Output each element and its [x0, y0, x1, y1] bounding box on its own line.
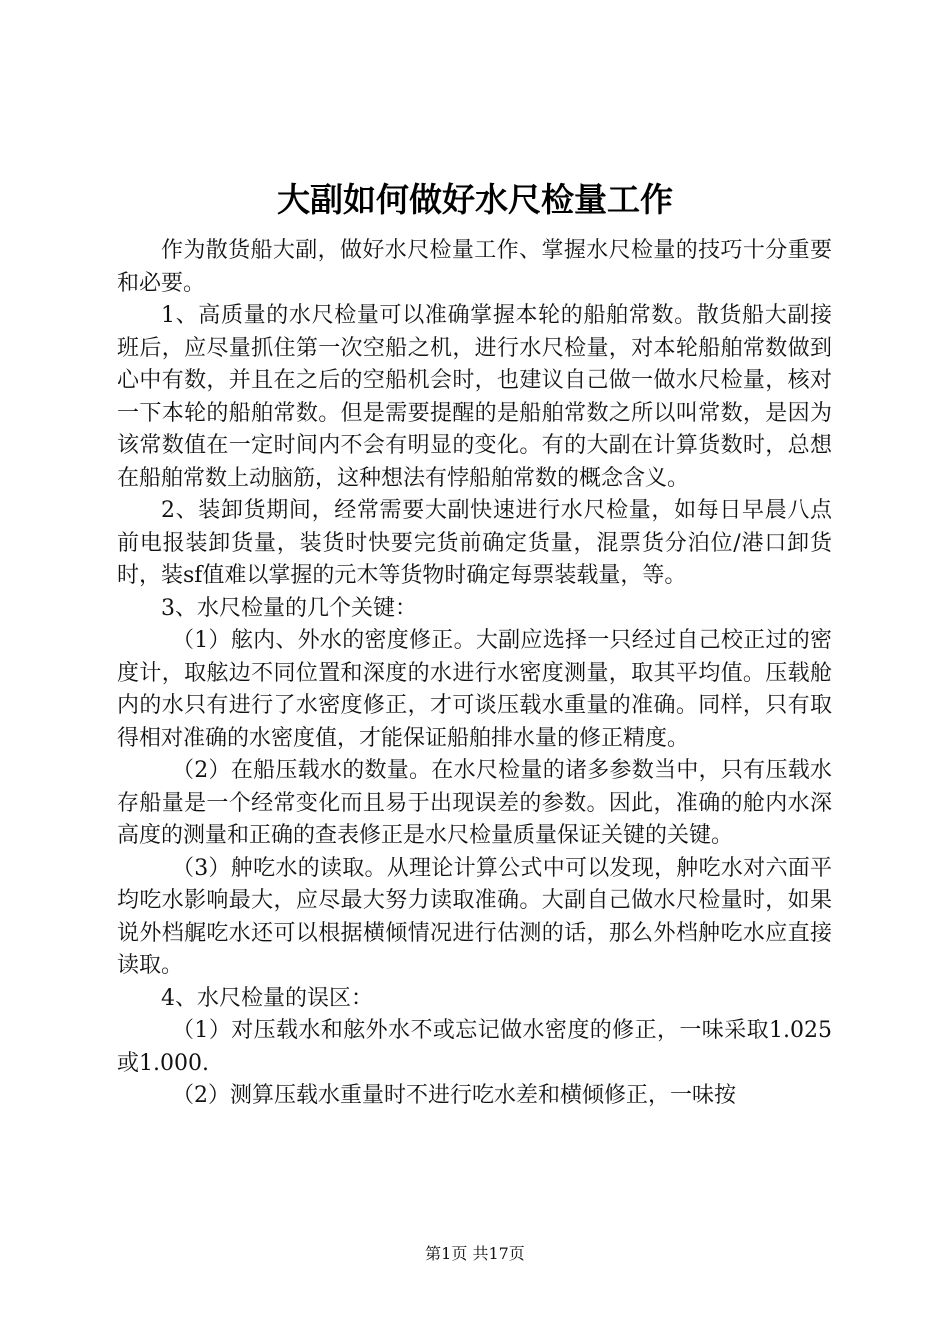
paragraph-key-1: （1）舷内、外水的密度修正。大副应选择一只经过自己校正过的密度计，取舷边不同位置和深度的水进行水密度测量，取其平均值。压载舱内的水只有进行了水密度修正，才可谈压载水重量的准确。同样，只有取得相对准确的水密度值，才能保证船舶排水量的修正精度。 [117, 628, 832, 751]
paragraph-key-2: （2）在船压载水的数量。在水尺检量的诸多参数当中，只有压载水存船量是一个经常变化而且易于出现误差的参数。因此，准确的舱内水深高度的测量和正确的查表修正是水尺检量质量保证关键的关键。 [117, 758, 832, 848]
paragraph-point-4-heading: 4、水尺检量的误区： [161, 985, 373, 1011]
paragraph-point-2: 2、装卸货期间，经常需要大副快速进行水尺检量，如每日早晨八点前电报装卸货量，装货时快要完货前确定货量，混票货分泊位/港口卸货时，装sf值难以掌握的元木等货物时确定每票装载量，等。 [117, 498, 832, 588]
page-footer: 第1页 共17页 [425, 1244, 525, 1263]
paragraph-intro: 作为散货船大副，做好水尺检量工作、掌握水尺检量的技巧十分重要和必要。 [117, 238, 832, 296]
paragraph-point-1: 1、高质量的水尺检量可以准确掌握本轮的船舶常数。散货船大副接班后，应尽量抓住第一次空船之机，进行水尺检量，对本轮船舶常数做到心中有数，并且在之后的空船机会时，也建议自己做一做水尺检量，核对一下本轮的船舶常数。但是需要提醒的是船舶常数之所以叫常数，是因为该常数值在一定时间内不会有明显的变化。有的大副在计算货数时，总想在船舶常数上动脑筋，这种想法有悖船舶常数的概念含义。 [117, 303, 832, 491]
document-body [117, 235, 832, 1113]
paragraph-pitfall-2: （2）测算压载水重量时不进行吃水差和横倾修正，一味按 [172, 1083, 736, 1108]
paragraph-key-3: （3）舯吃水的读取。从理论计算公式中可以发现，舯吃水对六面平均吃水影响最大，应尽最大努力读取准确。大副自己做水尺检量时，如果说外档艉吃水还可以根据横倾情况进行估测的话，那么外档舯吃水应直接读取。 [117, 855, 832, 978]
paragraph-pitfall-1: （1）对压载水和舷外水不或忘记做水密度的修正，一味采取1.025或1.000. [117, 1018, 832, 1076]
paragraph-point-3-heading: 3、水尺检量的几个关键： [161, 595, 417, 621]
document-title: 大副如何做好水尺检量工作 [277, 180, 673, 219]
